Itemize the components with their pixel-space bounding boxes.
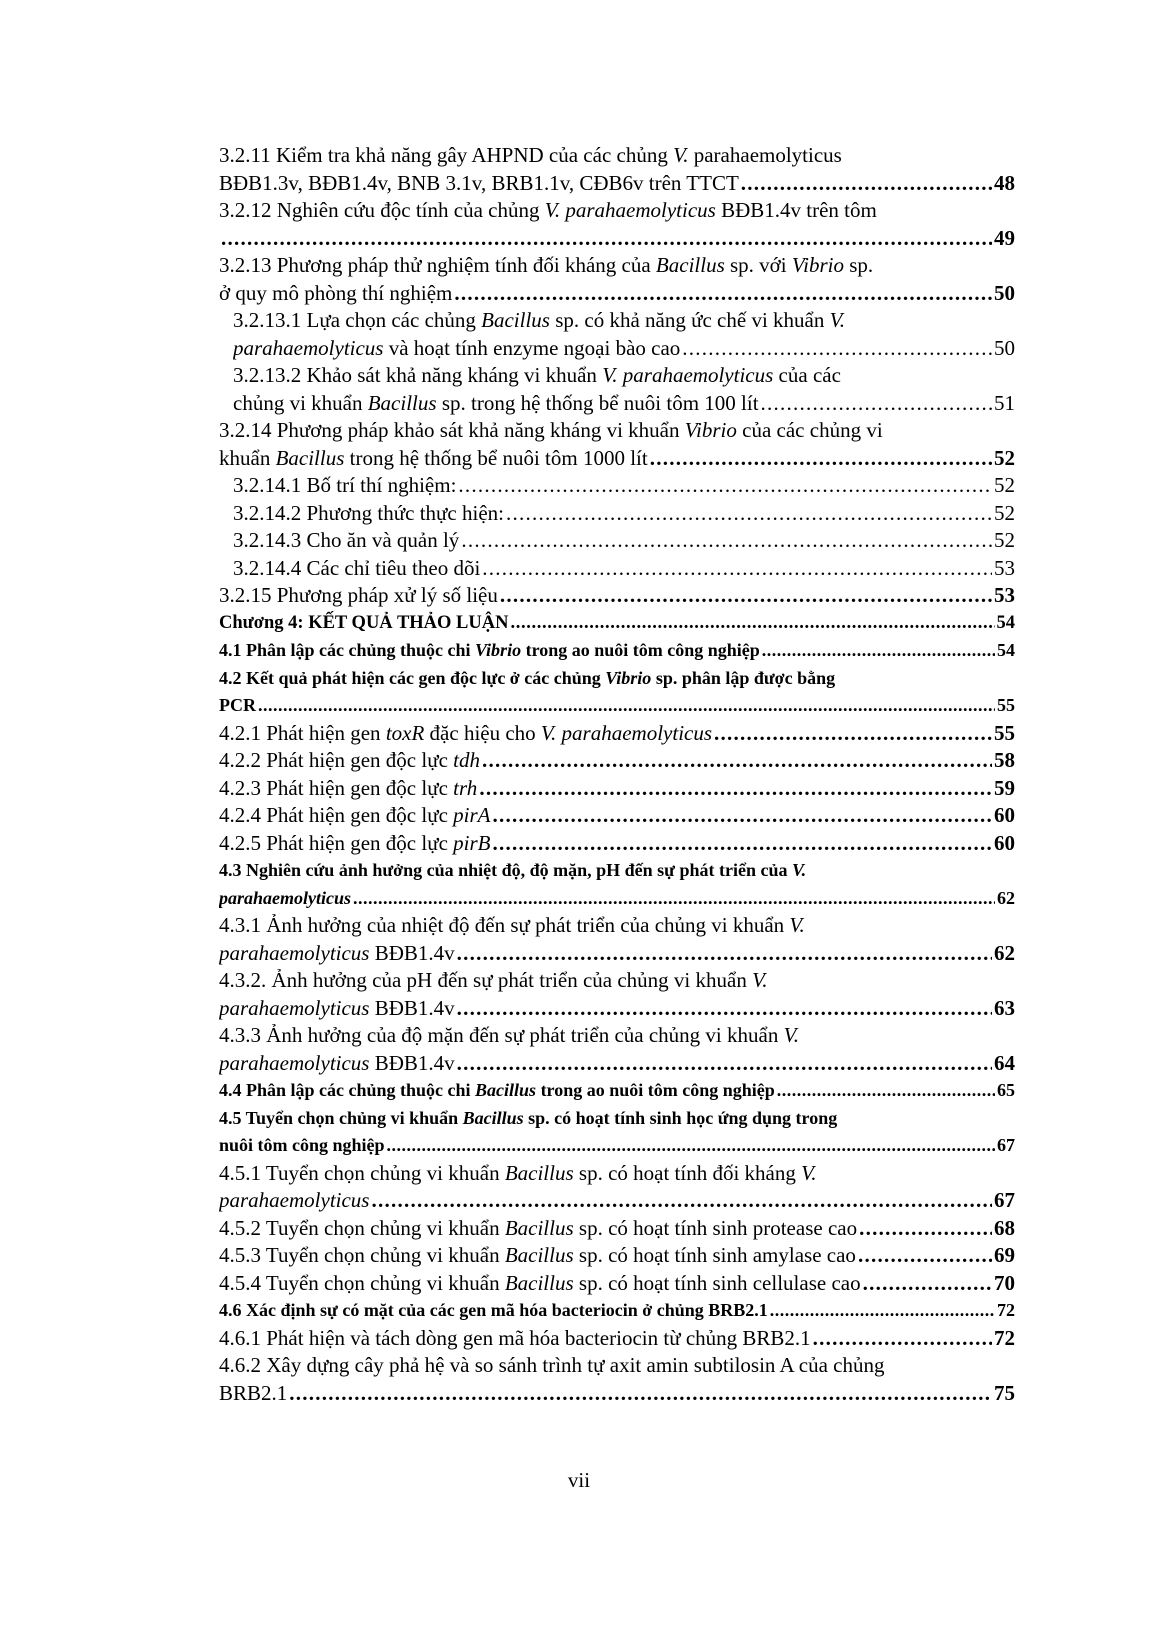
toc-line xyxy=(219,1270,1015,1298)
toc-text-segment: V. xyxy=(829,308,845,332)
toc-text-segment: parahaemolyticus xyxy=(219,940,370,965)
toc-text-segment: sp. có hoạt tính đối kháng xyxy=(573,1160,802,1185)
toc-line xyxy=(219,582,1015,610)
dot-leader xyxy=(458,472,992,500)
dot-leader xyxy=(493,830,992,858)
page-number: vii xyxy=(567,1468,591,1492)
toc-entry[interactable] xyxy=(219,252,1015,307)
dot-leader xyxy=(863,1270,992,1298)
toc-line xyxy=(219,1380,1015,1408)
toc-line xyxy=(219,610,1015,638)
toc-page-number: 70 xyxy=(994,1270,1015,1295)
toc-text-segment: và hoạt tính enzyme ngoại bào cao xyxy=(383,335,681,360)
toc-text-segment: Chương 4: KẾT QUẢ THẢO LUẬN xyxy=(219,612,509,633)
toc-text-segment: BĐB1.3v, BĐB1.4v, BNB 3.1v, BRB1.1v, CĐB6v trên TTCT xyxy=(219,170,739,195)
toc-line xyxy=(233,307,1015,335)
toc-text-segment: 3.2.14.1 Bố trí thí nghiệm: xyxy=(233,473,457,497)
toc-text-segment: sp. có hoạt tính sinh amylase cao xyxy=(573,1243,856,1267)
toc-entry[interactable] xyxy=(219,1270,1015,1298)
toc-text-segment: Bacillus xyxy=(504,1243,574,1267)
toc-text-segment: 4.3 Nghiên cứu ảnh hưởng của nhiệt độ, độ mặn, pH đến sự phát triển của xyxy=(219,860,792,880)
toc-entry-text xyxy=(219,582,498,610)
dot-leader xyxy=(493,802,992,830)
toc-page-number: 48 xyxy=(994,170,1015,195)
toc-text-segment: 4.6.2 Xây dựng cây phả hệ và so sánh trình tự axit amin subtilosin A của chủng xyxy=(219,1353,885,1377)
toc-text-segment: parahaemolyticus xyxy=(219,887,352,908)
toc-page-number: 58 xyxy=(994,748,1015,772)
toc-line xyxy=(219,197,1015,225)
toc-entry-text xyxy=(219,940,455,968)
toc-page-number: 68 xyxy=(994,1215,1015,1240)
toc-line xyxy=(219,940,1015,968)
toc-text-segment: sp. có hoạt tính sinh protease cao xyxy=(573,1215,858,1240)
toc-entry-text xyxy=(219,967,767,995)
toc-text-segment: trong ao nuôi tôm công nghiệp xyxy=(521,640,760,660)
dot-leader xyxy=(510,610,994,638)
toc-text-segment: V. xyxy=(783,1023,799,1047)
toc-entry-text xyxy=(219,1105,837,1133)
toc-text-segment: 3.2.15 Phương pháp xử lý số liệu xyxy=(219,583,498,607)
toc-page-number: 54 xyxy=(997,640,1015,660)
toc-line xyxy=(219,417,1015,445)
toc-page-number: 65 xyxy=(997,1080,1015,1100)
toc-entry-text xyxy=(219,1160,817,1188)
toc-line xyxy=(219,1022,1015,1050)
toc-text-segment: PCR xyxy=(219,695,256,715)
toc-text-segment: đặc hiệu cho xyxy=(424,720,541,745)
toc-entry[interactable] xyxy=(219,830,1015,858)
toc-entry-text xyxy=(219,610,508,638)
toc-line xyxy=(219,1105,1015,1133)
toc-entry-text xyxy=(219,1325,811,1353)
toc-text-segment: pirB xyxy=(453,830,491,855)
toc-page-number: 55 xyxy=(997,695,1015,715)
toc-entry-text xyxy=(219,692,256,720)
toc-text-segment: 4.5 Tuyển chọn chủng vi khuẩn xyxy=(219,1107,463,1128)
dot-leader xyxy=(387,1132,995,1160)
toc-line xyxy=(219,995,1015,1023)
toc-entry[interactable] xyxy=(219,720,1015,748)
toc-page-number: 55 xyxy=(994,720,1015,745)
toc-entry-text xyxy=(219,1380,287,1408)
toc-text-segment: 4.5.3 Tuyển chọn chủng vi khuẩn xyxy=(219,1243,505,1267)
toc-entry-text xyxy=(233,307,845,335)
toc-page-number: 64 xyxy=(994,1050,1015,1075)
toc-entry[interactable] xyxy=(219,362,1015,417)
toc-page-number: 72 xyxy=(997,1300,1015,1320)
toc-line xyxy=(219,967,1015,995)
toc-line xyxy=(219,665,1015,693)
toc-text-segment: 3.2.13.1 Lựa chọn các chủng xyxy=(233,308,482,332)
toc-text-segment: V. parahaemolyticus xyxy=(540,720,713,745)
toc-entry-text xyxy=(219,1187,369,1215)
dot-leader xyxy=(371,1187,992,1215)
toc-entry-text xyxy=(219,885,351,913)
toc-entry[interactable] xyxy=(219,1297,1015,1325)
toc-entry-text xyxy=(219,142,842,170)
toc-text-segment: 4.3.3 Ảnh hưởng của độ mặn đến sự phát triển của chủng vi khuẩn xyxy=(219,1023,784,1047)
toc-text-segment: Vibrio xyxy=(605,667,652,688)
toc-text-segment: ở quy mô phòng thí nghiệm xyxy=(219,280,453,305)
toc-entry[interactable] xyxy=(219,142,1015,197)
toc-page-number: 52 xyxy=(994,473,1015,497)
toc-text-segment: 4.2 Kết quả phát hiện các gen độc lực ở các chủng xyxy=(219,667,606,688)
toc-text-segment: của các chủng vi xyxy=(736,418,883,442)
toc-text-segment: Vibrio xyxy=(684,418,737,442)
toc-line xyxy=(219,1352,1015,1380)
toc-page-number: 62 xyxy=(997,887,1015,908)
toc-line xyxy=(233,472,1015,500)
toc-page-number: 49 xyxy=(994,225,1015,250)
toc-page-number: 50 xyxy=(994,335,1015,360)
toc-line xyxy=(233,527,1015,555)
toc-text-segment: Bacillus xyxy=(504,1215,574,1240)
toc-text-segment: 4.6.1 Phát hiện và tách dòng gen mã hóa bacteriocin từ chủng BRB2.1 xyxy=(219,1325,811,1350)
toc-line xyxy=(219,445,1015,473)
toc-entry-text xyxy=(219,1297,768,1325)
toc-line xyxy=(219,637,1015,665)
toc-entry-text xyxy=(219,1270,861,1298)
toc-text-segment: trh xyxy=(453,775,478,800)
toc-entry-text xyxy=(233,335,680,363)
toc-line xyxy=(219,747,1015,775)
toc-page-number: 75 xyxy=(994,1380,1015,1405)
toc-entry-text xyxy=(219,252,873,280)
dot-leader xyxy=(461,527,992,555)
toc-line xyxy=(219,912,1015,940)
toc-entry[interactable] xyxy=(219,1352,1015,1407)
dot-leader xyxy=(714,720,992,748)
toc-entry-text xyxy=(219,280,452,308)
toc-entry-text xyxy=(219,1077,775,1105)
dot-leader xyxy=(289,1380,992,1408)
toc-text-segment: 4.5.2 Tuyển chọn chủng vi khuẩn xyxy=(219,1215,505,1240)
toc-text-segment: BĐB1.4v xyxy=(369,940,455,965)
toc-line xyxy=(219,1242,1015,1270)
toc-page-number: 52 xyxy=(994,500,1015,525)
toc-text-segment: 4.6 Xác định sự có mặt của các gen mã hóa bacteriocin ở chủng BRB2.1 xyxy=(219,1300,768,1320)
toc-entry-text xyxy=(219,857,806,885)
toc-text-segment: parahaemolyticus xyxy=(233,335,384,360)
toc-page-number: 50 xyxy=(994,280,1015,305)
toc-page-number: 53 xyxy=(994,583,1015,607)
dot-leader xyxy=(479,775,992,803)
toc-page-number: 60 xyxy=(994,830,1015,855)
toc-line xyxy=(219,170,1015,198)
toc-page-number: 69 xyxy=(994,1243,1015,1267)
toc-line xyxy=(219,1215,1015,1243)
toc-entry-text xyxy=(219,445,648,473)
toc-text-segment: Bacillus xyxy=(655,253,725,277)
toc-text-segment: toxR xyxy=(385,720,425,745)
toc-text-segment: sp. có khả năng ức chế vi khuẩn xyxy=(549,308,830,332)
toc-page-number: 52 xyxy=(994,528,1015,552)
toc-text-segment: 4.2.3 Phát hiện gen độc lực xyxy=(219,775,454,800)
dot-leader xyxy=(777,1077,995,1105)
toc-text-segment: 3.2.14 Phương pháp khảo sát khả năng kháng vi khuẩn xyxy=(219,418,685,442)
toc-entry[interactable] xyxy=(219,307,1015,362)
dot-leader xyxy=(650,445,992,473)
toc-line xyxy=(219,1187,1015,1215)
toc-line xyxy=(233,390,1015,418)
toc-line xyxy=(219,142,1015,170)
toc-entry-text xyxy=(219,802,491,830)
dot-leader xyxy=(506,500,992,528)
table-of-contents xyxy=(219,142,1015,1407)
toc-page-number: 54 xyxy=(996,612,1015,633)
toc-text-segment: V. xyxy=(792,860,807,880)
toc-text-segment: sp. có hoạt tính sinh cellulase cao xyxy=(573,1270,861,1295)
dot-leader xyxy=(741,170,992,198)
toc-text-segment: parahaemolyticus xyxy=(688,143,842,167)
toc-entry[interactable] xyxy=(219,417,1015,472)
dot-leader xyxy=(682,335,992,363)
toc-text-segment: 4.2.2 Phát hiện gen độc lực xyxy=(219,748,454,772)
dot-leader xyxy=(813,1325,992,1353)
toc-text-segment: sp. xyxy=(844,253,874,277)
toc-entry-text xyxy=(219,1022,799,1050)
dot-leader xyxy=(500,582,992,610)
toc-text-segment: 3.2.14.3 Cho ăn và quản lý xyxy=(233,528,460,552)
toc-entry[interactable] xyxy=(219,775,1015,803)
toc-entry-text xyxy=(219,775,477,803)
toc-text-segment: V. parahaemolyticus xyxy=(602,363,774,387)
toc-text-segment: nuôi tôm công nghiệp xyxy=(219,1135,385,1155)
toc-entry[interactable] xyxy=(219,582,1015,610)
toc-page-number: 52 xyxy=(994,445,1015,470)
toc-text-segment: Bacillus xyxy=(275,445,345,470)
toc-text-segment: sp. có hoạt tính sinh học ứng dụng trong xyxy=(523,1107,838,1128)
toc-text-segment: 3.2.13 Phương pháp thử nghiệm tính đối kháng của xyxy=(219,253,656,277)
toc-line xyxy=(219,1325,1015,1353)
toc-entry-text xyxy=(219,1132,385,1160)
toc-text-segment: 4.5.1 Tuyển chọn chủng vi khuẩn xyxy=(219,1160,505,1185)
dot-leader xyxy=(457,1050,992,1078)
toc-page-number: 62 xyxy=(994,940,1015,965)
toc-text-segment: 4.2.1 Phát hiện gen xyxy=(219,720,386,745)
toc-entry-text xyxy=(219,1050,455,1078)
toc-page-number: 67 xyxy=(994,1188,1015,1212)
toc-line xyxy=(219,1077,1015,1105)
toc-text-segment: sp. phân lập được bằng xyxy=(651,667,836,688)
toc-entry-text xyxy=(219,1352,885,1380)
toc-line xyxy=(219,885,1015,913)
dot-leader xyxy=(258,692,995,720)
toc-page-number: 72 xyxy=(994,1325,1015,1350)
toc-text-segment: BRB2.1 xyxy=(219,1380,288,1405)
toc-entry-text xyxy=(219,747,480,775)
toc-line xyxy=(219,720,1015,748)
toc-line xyxy=(219,857,1015,885)
toc-text-segment: BĐB1.4v xyxy=(369,1050,455,1075)
toc-text-segment: trong hệ thống bể nuôi tôm 1000 lít xyxy=(344,445,648,470)
toc-line xyxy=(219,252,1015,280)
toc-entry[interactable] xyxy=(219,637,1015,665)
toc-page-number: 53 xyxy=(994,555,1015,580)
toc-text-segment: BĐB1.4v xyxy=(369,995,455,1020)
toc-text-segment: sp. trong hệ thống bể nuôi tôm 100 lít xyxy=(436,390,759,415)
toc-text-segment: 3.2.14.4 Các chỉ tiêu theo dõi xyxy=(233,555,481,580)
toc-page-number: 59 xyxy=(994,775,1015,800)
toc-entry-text xyxy=(219,665,835,693)
toc-text-segment: parahaemolyticus xyxy=(219,1050,370,1075)
toc-line xyxy=(219,802,1015,830)
toc-entry[interactable] xyxy=(219,967,1015,1022)
toc-line xyxy=(219,1160,1015,1188)
dot-leader xyxy=(353,885,995,913)
toc-entry-text xyxy=(233,500,504,528)
toc-text-segment: Bacillus xyxy=(504,1160,574,1185)
toc-text-segment: 4.4 Phân lập các chủng thuộc chi xyxy=(219,1080,476,1100)
toc-text-segment: Bacillus xyxy=(462,1107,524,1128)
toc-entry-text xyxy=(219,1215,857,1243)
toc-text-segment: 4.5.4 Tuyển chọn chủng vi khuẩn xyxy=(219,1270,505,1295)
toc-line xyxy=(219,280,1015,308)
toc-entry[interactable] xyxy=(219,1022,1015,1077)
toc-entry[interactable] xyxy=(219,1077,1015,1105)
toc-page-number: 51 xyxy=(994,390,1015,415)
toc-entry-text xyxy=(219,1242,856,1270)
toc-entry[interactable] xyxy=(219,1242,1015,1270)
toc-entry-text xyxy=(219,830,491,858)
toc-entry-text xyxy=(233,362,841,390)
toc-text-segment: 3.2.14.2 Phương thức thực hiện: xyxy=(233,500,504,525)
toc-entry-text xyxy=(219,417,883,445)
toc-page-number: 63 xyxy=(994,995,1015,1020)
toc-text-segment: khuẩn xyxy=(219,445,276,470)
toc-line xyxy=(219,225,1015,253)
toc-entry-text xyxy=(219,637,760,665)
toc-text-segment: parahaemolyticus xyxy=(219,1188,370,1212)
toc-text-segment: V. xyxy=(801,1160,817,1185)
toc-entry[interactable] xyxy=(219,1325,1015,1353)
toc-page-number: 67 xyxy=(997,1135,1015,1155)
toc-text-segment: 4.3.1 Ảnh hưởng của nhiệt độ đến sự phát triển của chủng vi khuẩn xyxy=(219,913,790,937)
toc-text-segment: Vibrio xyxy=(475,640,522,660)
toc-line xyxy=(219,1050,1015,1078)
toc-entry[interactable] xyxy=(219,472,1015,500)
toc-text-segment: V. xyxy=(673,143,689,167)
toc-line xyxy=(233,555,1015,583)
toc-text-segment: 4.2.4 Phát hiện gen độc lực xyxy=(219,803,454,827)
dot-leader xyxy=(454,280,992,308)
toc-entry-text xyxy=(219,197,877,225)
toc-entry[interactable] xyxy=(219,747,1015,775)
toc-line xyxy=(233,362,1015,390)
toc-entry[interactable] xyxy=(219,1215,1015,1243)
toc-text-segment: Bacillus xyxy=(481,308,550,332)
toc-text-segment: sp. với xyxy=(724,253,792,277)
toc-line xyxy=(219,1132,1015,1160)
toc-text-segment: pirA xyxy=(453,803,491,827)
toc-entry[interactable] xyxy=(219,197,1015,252)
toc-text-segment: 3.2.13.2 Khảo sát khả năng kháng vi khuẩn xyxy=(233,363,603,387)
toc-text-segment: V. xyxy=(752,968,768,992)
toc-entry-text xyxy=(233,555,480,583)
toc-text-segment: 3.2.12 Nghiên cứu độc tính của chủng xyxy=(219,198,545,222)
toc-text-segment: BĐB1.4v trên tôm xyxy=(715,198,877,222)
toc-entry[interactable] xyxy=(219,500,1015,528)
dot-leader xyxy=(761,390,992,418)
toc-entry-text xyxy=(219,170,739,198)
dot-leader xyxy=(457,995,992,1023)
toc-text-segment: 4.1 Phân lập các chủng thuộc chi xyxy=(219,640,476,660)
toc-text-segment: Bacillus xyxy=(504,1270,574,1295)
dot-leader xyxy=(482,747,992,775)
toc-page-number: 60 xyxy=(994,803,1015,827)
toc-text-segment: Vibrio xyxy=(791,253,844,277)
toc-entry-text xyxy=(233,390,759,418)
toc-text-segment: 4.3.2. Ảnh hưởng của pH đến sự phát triển của chủng vi khuẩn xyxy=(219,968,753,992)
toc-line xyxy=(233,500,1015,528)
toc-entry[interactable] xyxy=(219,527,1015,555)
toc-entry-text xyxy=(219,912,805,940)
toc-text-segment: 3.2.11 Kiểm tra khả năng gây AHPND của các chủng xyxy=(219,143,674,167)
toc-line xyxy=(219,775,1015,803)
toc-entry[interactable] xyxy=(219,912,1015,967)
toc-entry-text xyxy=(233,472,456,500)
toc-entry[interactable] xyxy=(219,555,1015,583)
dot-leader xyxy=(221,225,992,253)
toc-text-segment: 4.2.5 Phát hiện gen độc lực xyxy=(219,830,454,855)
toc-text-segment: V. parahaemolyticus xyxy=(544,198,716,222)
dot-leader xyxy=(770,1297,995,1325)
toc-text-segment: V. xyxy=(789,913,805,937)
dot-leader xyxy=(457,940,992,968)
toc-text-segment: parahaemolyticus xyxy=(219,995,370,1020)
toc-line xyxy=(219,1297,1015,1325)
dot-leader xyxy=(762,637,995,665)
toc-text-segment: trong ao nuôi tôm công nghiệp xyxy=(536,1080,775,1100)
toc-text-segment: Bacillus xyxy=(475,1080,537,1100)
toc-entry[interactable] xyxy=(219,802,1015,830)
toc-entry[interactable] xyxy=(219,610,1015,638)
toc-text-segment: của các xyxy=(773,363,841,387)
toc-line xyxy=(219,692,1015,720)
toc-entry-text xyxy=(219,995,455,1023)
toc-line xyxy=(233,335,1015,363)
toc-entry-text xyxy=(219,720,712,748)
toc-entry[interactable] xyxy=(219,1105,1015,1160)
toc-entry-text xyxy=(233,527,459,555)
toc-entry[interactable] xyxy=(219,857,1015,912)
toc-entry[interactable] xyxy=(219,1160,1015,1215)
toc-text-segment: chủng vi khuẩn xyxy=(233,390,368,415)
dot-leader xyxy=(858,1242,992,1270)
toc-text-segment: Bacillus xyxy=(367,390,437,415)
dot-leader xyxy=(859,1215,992,1243)
toc-text-segment: tdh xyxy=(453,748,481,772)
dot-leader xyxy=(482,555,992,583)
toc-entry[interactable] xyxy=(219,665,1015,720)
toc-line xyxy=(219,830,1015,858)
